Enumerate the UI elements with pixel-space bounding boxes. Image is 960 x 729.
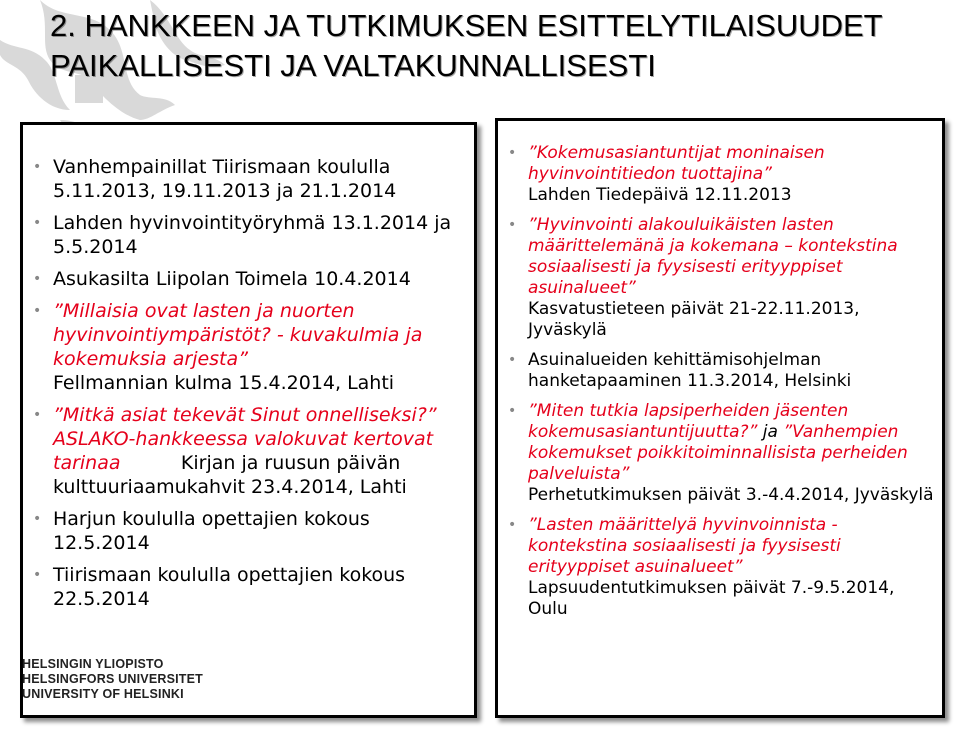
list-item (504, 143, 934, 206)
item-text: Lahden hyvinvointityöryhmä 13.1.2014 ja 5.5.2014 (53, 212, 452, 258)
logo-line-3: UNIVERSITY OF HELSINKI (22, 687, 184, 701)
item-text: Perhetutkimuksen päivät 3.-4.4.2014, Jyväskylä (528, 485, 934, 505)
list-item (504, 215, 934, 341)
item-title: ”Hyvinvointi alakouluikäisten lasten määrittelemänä ja kokemana – kontekstina sosiaalisesti ja fyysisesti erityyppiset asuinalueet” (528, 215, 898, 298)
right-panel (495, 118, 945, 718)
right-list (498, 121, 942, 620)
title-line-2: PAIKALLISESTI JA VALTAKUNNALLISESTI (50, 48, 656, 83)
list-item (29, 155, 466, 203)
list-item (29, 507, 466, 555)
list-item (504, 350, 934, 392)
list-item (29, 211, 466, 259)
item-text: Kasvatustieteen päivät 21-22.11.2013, Jyväskylä (528, 299, 860, 340)
list-item (29, 299, 466, 395)
item-text: Tiirismaan koululla opettajien kokous 22.5.2014 (53, 564, 406, 610)
item-connector: ja (757, 422, 784, 442)
item-text: Vanhempainillat Tiirismaan koululla 5.11.2013, 19.11.2013 ja 21.1.2014 (53, 156, 397, 202)
page-title (50, 6, 950, 86)
list-item (504, 515, 934, 620)
university-logo (22, 657, 203, 702)
logo-line-2: HELSINGFORS UNIVERSITET (22, 672, 204, 686)
item-text: Asuinalueiden kehittämisohjelman hanketapaaminen 11.3.2014, Helsinki (528, 350, 852, 391)
list-item (504, 401, 934, 506)
title-line-1: 2. HANKKEEN JA TUTKIMUKSEN ESITTELYTILAISUUDET (50, 8, 883, 43)
list-item (29, 563, 466, 611)
item-title: ”Kokemusasiantuntijat moninaisen hyvinvointitiedon tuottajina” (528, 143, 825, 184)
list-item (29, 267, 466, 291)
item-title: ”Lasten määrittelyä hyvinvoinnista - kontekstina sosiaalisesti ja fyysisesti erityyppiset asuinalueet” (528, 515, 841, 577)
item-title: ”Miten tutkia lapsiperheiden jäsenten kokemusasiantuntijuutta?” (528, 401, 849, 442)
list-item (29, 403, 466, 499)
item-text: Lahden Tiedepäivä 12.11.2013 (528, 185, 792, 205)
item-text: Harjun koululla opettajien kokous 12.5.2014 (53, 508, 370, 554)
item-text: Asukasilta Liipolan Toimela 10.4.2014 (53, 268, 411, 290)
logo-line-1: HELSINGIN YLIOPISTO (22, 657, 164, 671)
item-title-2: ”Vanhempien kokemukset poikkitoiminnallisista perheiden palveluista” (528, 422, 908, 484)
item-text: Lapsuudentutkimuksen päivät 7.-9.5.2014, Oulu (528, 578, 895, 619)
item-text: Fellmannian kulma 15.4.2014, Lahti (53, 372, 395, 394)
left-panel (20, 122, 477, 718)
left-list (23, 125, 474, 611)
item-title: ”Millaisia ovat lasten ja nuorten hyvinvointiympäristöt? - kuvakulmia ja kokemuksia arjesta” (53, 300, 423, 370)
item-text: Kirjan ja ruusun päivän kulttuuriaamukahvit 23.4.2014, Lahti (53, 452, 407, 498)
item-title: ”Mitkä asiat tekevät Sinut onnelliseksi?” ASLAKO-hankkeessa valokuvat kertovat tarinaa (53, 404, 437, 474)
